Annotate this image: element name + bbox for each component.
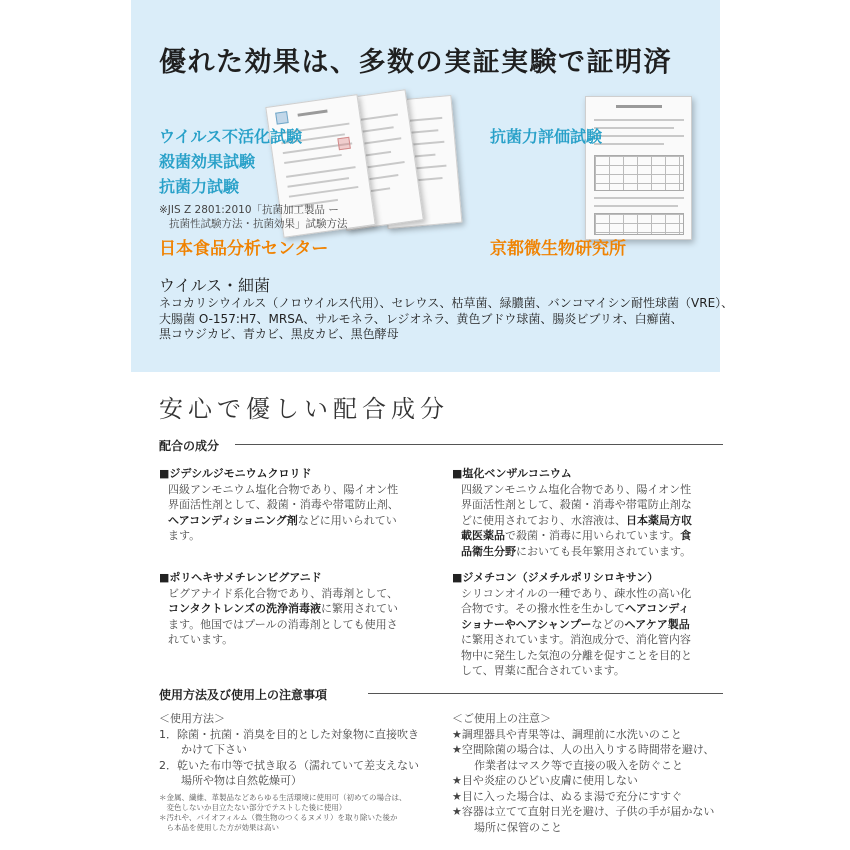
description-text: ビグアナイド系化合物であり、消毒剤として、	[168, 586, 399, 600]
description-text: で殺菌・消毒に用いられています。	[505, 529, 681, 542]
ingredient-description-line	[168, 586, 444, 602]
left-lab-name: 日本食品分析センター	[159, 239, 329, 259]
usage-method-line: 場所や物は自然乾燥可）	[181, 774, 302, 787]
description-text: 物中に発生した気泡の分離を促すことを目的と	[461, 648, 692, 662]
description-text: どに使用されており、水溶液は、	[461, 513, 626, 527]
description-text: などに用いられてい	[297, 513, 397, 527]
description-text: に繁用されてい	[320, 602, 398, 615]
organisms-list	[159, 296, 733, 343]
usage-caution-line: ★目や炎症のひどい皮膚に使用しない	[452, 774, 638, 787]
ingredient-description-line	[461, 617, 737, 633]
ingredient-description-line	[168, 482, 444, 498]
ingredient-description-line	[461, 663, 737, 679]
organisms-line: 黒コウジカビ、青カビ、黒皮カビ、黒色酵母	[159, 327, 399, 341]
ingredient-2	[452, 466, 737, 559]
usage-method-line: 1．除菌・抗菌・消臭を目的とした対象物に直接吹き	[159, 727, 419, 741]
ingredient-description-line	[461, 632, 737, 648]
virus-inactivation-test-label: ウイルス不活化試験	[159, 127, 303, 146]
ingredient-description-line	[461, 528, 737, 544]
ingredient-description-line	[461, 648, 737, 664]
emphasis-text: 日本薬局方収	[626, 513, 692, 527]
jis-note-line: ※JIS Z 2801:2010「抗菌加工製品 ー	[159, 204, 339, 216]
ingredient-description-line	[168, 632, 444, 648]
emphasis-text: ヘアコンディ	[625, 602, 690, 615]
usage-method	[159, 711, 444, 789]
description-text: ます。他国ではプールの消毒剤としても使用さ	[168, 617, 398, 631]
ingredients-subheading: 配合の成分	[159, 439, 220, 453]
description-text: れています。	[168, 633, 234, 646]
ingredient-name: ■ジデシルジモニウムクロリド	[159, 467, 312, 480]
ingredient-description	[159, 586, 444, 648]
usage-fine-print	[159, 793, 407, 833]
emphasis-text: 品衛生分野	[461, 544, 516, 558]
usage-method-lines	[159, 727, 444, 789]
usage-cautions-title: ＜ご使用上の注意＞	[452, 712, 551, 725]
ingredient-name: ■塩化ベンザルコニウム	[452, 467, 572, 480]
ingredient-description	[452, 482, 737, 560]
description-text: 四級アンモニウム塩化合物であり、陽イオン性	[168, 482, 399, 496]
jis-note-line: 抗菌性試験方法・抗菌効果」試験方法	[169, 218, 348, 230]
usage-method-line: かけて下さい	[181, 743, 247, 756]
ingredient-description-line	[461, 513, 737, 529]
usage-caution-line: 場所に保管のこと	[474, 820, 562, 834]
ingredient-description	[159, 482, 444, 544]
ingredient-3	[159, 570, 444, 648]
ingredients-divider	[235, 444, 723, 445]
usage-method-title: ＜使用方法＞	[159, 712, 225, 725]
fine-print-line: ＊汚れや、バイオフィルム（微生物のつくるヌメリ）を取り除いた後か	[159, 813, 398, 822]
ingredient-description-line	[461, 544, 737, 560]
ingredient-description-line	[168, 617, 444, 633]
fine-print-line: ら本品を使用した方が効果は高い	[159, 823, 279, 832]
organisms-line: 大腸菌 O-157:H7、MRSA、サルモネラ、レジオネラ、黄色ブドウ球菌、腸炎ビブリオ、白癬菌、	[159, 311, 683, 326]
description-text: に繁用されています。消泡成分で、消化管内容	[461, 633, 691, 646]
usage-caution-line: ★目に入った場合は、ぬるま湯で充分にすすぐ	[452, 789, 682, 803]
ingredient-description-line	[168, 497, 444, 513]
usage-caution-line: ★調理器具や青果等は、調理前に水洗いのこと	[452, 727, 682, 741]
ingredient-description-line	[168, 528, 444, 544]
ingredient-name: ■ジメチコン（ジメチルポリシロキサン）	[452, 571, 659, 584]
usage-cautions	[452, 711, 737, 835]
ingredient-description-line	[461, 482, 737, 498]
description-text: 四級アンモニウム塩化合物であり、陽イオン性	[461, 482, 692, 496]
organisms-line: ネコカリシウイルス（ノロウイルス代用）、セレウス、枯草菌、緑膿菌、バンコマイシン耐性球菌（VRE）、	[159, 296, 734, 310]
description-text: シリコンオイルの一種であり、疎水性の高い化	[461, 586, 692, 600]
emphasis-text: 載医薬品	[461, 529, 505, 542]
right-lab-name: 京都微生物研究所	[490, 239, 626, 259]
description-text: などの	[591, 617, 625, 631]
usage-subheading: 使用方法及び使用上の注意事項	[159, 688, 328, 702]
ingredient-name: ■ポリヘキサメチレンビグアニド	[159, 571, 322, 584]
description-text: においても長年繁用されています。	[516, 544, 692, 558]
fine-print-line: 変色しないか目立たない部分でテストした後に使用）	[159, 803, 347, 812]
fine-print-line: ＊金属、繊維、革製品などあらゆる生活環境に使用可（初めての場合は、	[159, 793, 407, 802]
organisms-heading: ウイルス・細菌	[159, 276, 271, 295]
ingredient-4	[452, 570, 737, 679]
hero-title: 優れた効果は、多数の実証実験で証明済	[159, 47, 672, 78]
usage-caution-lines	[452, 727, 737, 836]
ingredient-description-line	[461, 601, 737, 617]
ingredient-1	[159, 466, 444, 544]
description-text: ます。	[168, 529, 201, 542]
ingredient-description-line	[461, 586, 737, 602]
usage-caution-line: ★空間除菌の場合は、人の出入りする時間帯を避け、	[452, 743, 715, 756]
antibacterial-evaluation-test-label: 抗菌力評価試験	[490, 127, 603, 146]
sterilization-test-label: 殺菌効果試験	[159, 152, 256, 171]
ingredient-description-line	[168, 513, 444, 529]
emphasis-text: コンタクトレンズの洗浄消毒液	[168, 602, 321, 615]
description-text: 合物です。その撥水性を生かして	[461, 602, 626, 615]
ingredient-description-line	[461, 497, 737, 513]
ingredient-description	[452, 586, 737, 679]
usage-caution-line: ★容器は立てて直射日光を避け、子供の手が届かない	[452, 805, 715, 818]
ingredients-section-title: 安心で優しい配合成分	[159, 395, 449, 423]
emphasis-text: ショナーやヘアシャンプー	[461, 617, 592, 631]
emphasis-text: ヘアケア製品	[624, 617, 690, 631]
emphasis-text: 食	[680, 529, 692, 542]
evaluation-report-document	[585, 96, 692, 240]
jis-note	[159, 203, 348, 231]
emphasis-text: ヘアコンディショニング剤	[168, 513, 298, 527]
usage-divider	[368, 693, 723, 694]
usage-method-line: 2．乾いた布巾等で拭き取る（濡れていて差支えない	[159, 758, 419, 772]
description-text: 界面活性剤として、殺菌・消毒や帯電防止剤な	[461, 498, 692, 511]
usage-caution-line: 作業者はマスク等で直接の吸入を防ぐこと	[474, 758, 683, 772]
ingredient-description-line	[168, 601, 444, 617]
description-text: 界面活性剤として、殺菌・消毒や帯電防止剤、	[168, 498, 399, 511]
description-text: して、胃薬に配合されています。	[461, 664, 625, 677]
antibacterial-test-label: 抗菌力試験	[159, 177, 240, 196]
